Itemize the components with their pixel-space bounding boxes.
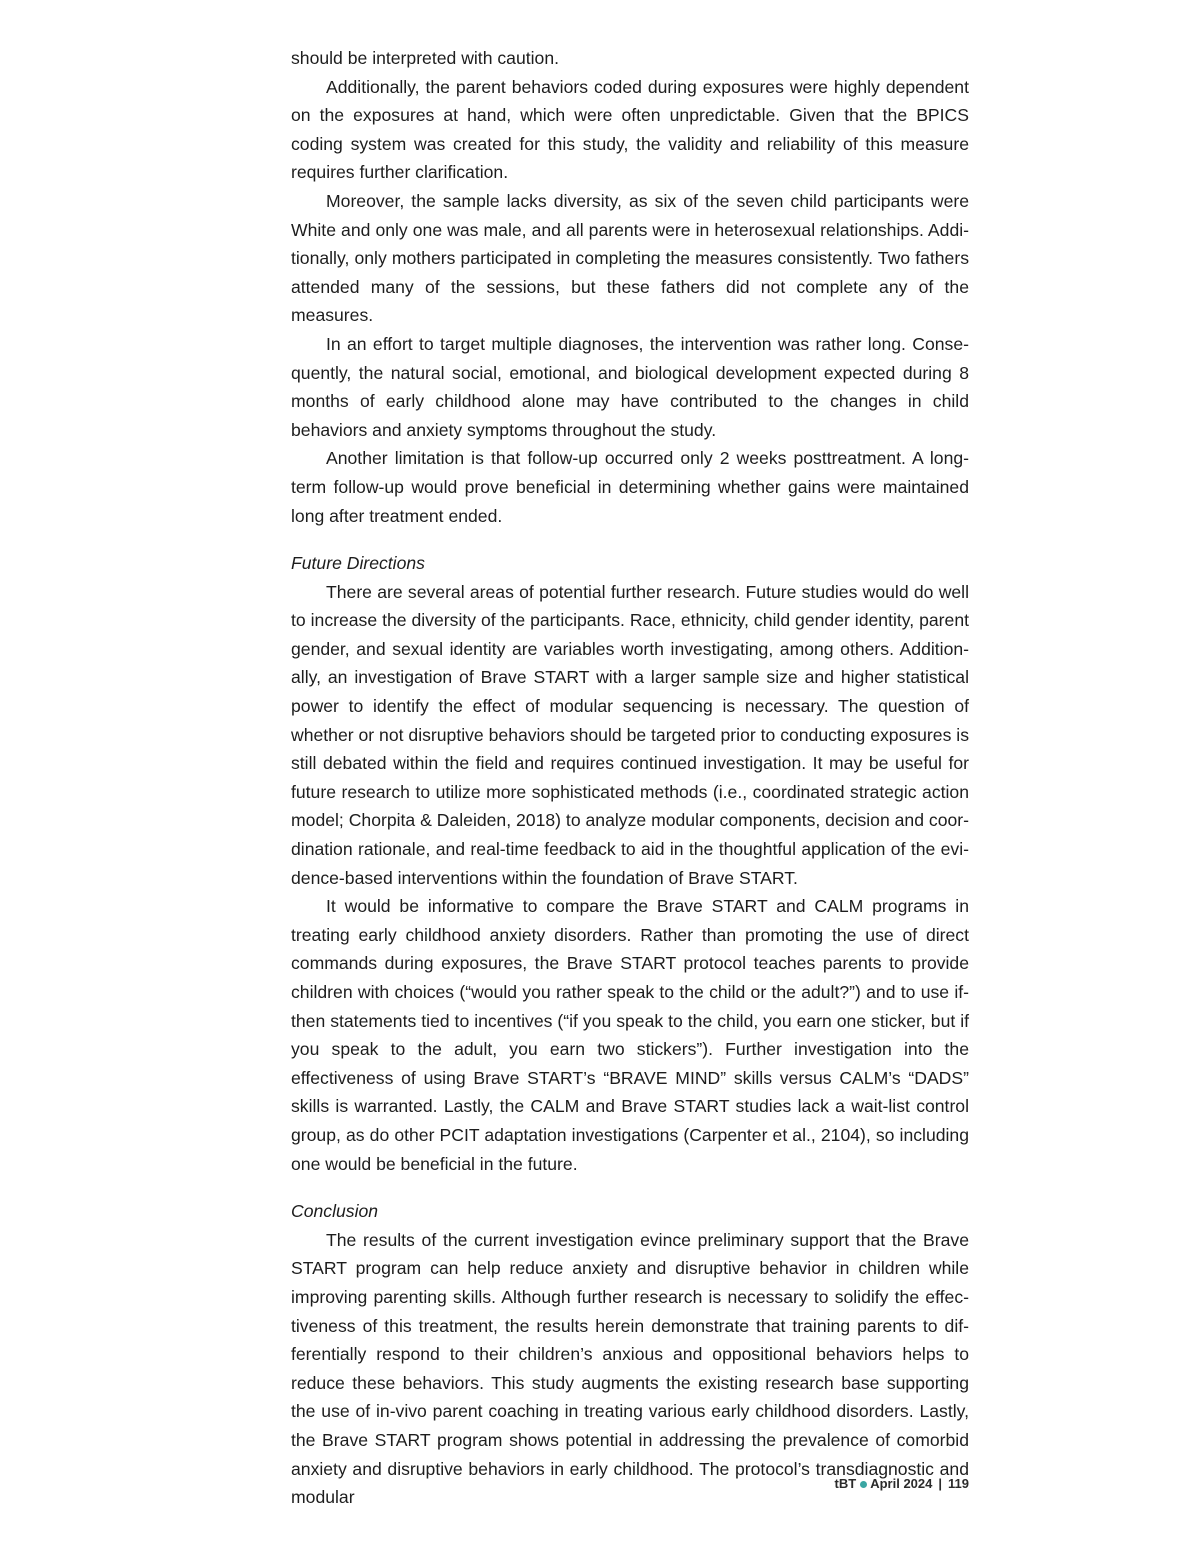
paragraph-follow-up: Another limitation is that follow-up occurred only 2 weeks posttreatment. A long-term follow-up would prove beneficial in determining whether gains were maintained long after treatment ended. — [291, 448, 969, 526]
paragraph-sample-diversity: Moreover, the sample lacks diversity, as six of the seven child participants were White and only one was male, and all parents were in heterosexual relationships. Additionally, only mothers participated in completing the measures consistently. Two fathers attended many of the sessions, but these fathers did not complete any of the measures. — [291, 190, 969, 326]
section-heading-future-directions: Future Directions — [291, 553, 425, 574]
journal-name: tBT — [834, 1476, 857, 1491]
bullet-dot-icon — [860, 1481, 867, 1488]
page-number: 119 — [948, 1476, 969, 1491]
page-footer — [835, 1476, 969, 1491]
article-body — [291, 44, 969, 1512]
paragraph-parent-behaviors: Additionally, the parent behaviors coded during exposures were highly dependent on the exposures at hand, which were often unpredictable. Given that the BPICS coding system was created for this study, the validity and reliability of this measure requires further clarification. — [291, 76, 969, 183]
paragraph-calm-comparison: It would be informative to compare the Brave START and CALM programs in treating early childhood anxiety disorders. Rather than promoting the use of direct commands during exposures, the Brave START protocol teaches parents to provide children with choices (“would you rather speak to the child or the adult?”) and to use if-then statements tied to incentives (“if you speak to the child, you earn one sticker, but if you speak to the adult, you earn two stickers”). Further investigation into the effectiveness of using Brave START’s “BRAVE MIND” skills versus CALM’s “DADS” skills is warranted. Lastly, the CALM and Brave START studies lack a wait-list control group, as do other PCIT adaptation investigations (Carpenter et al., 2104), so including one would be beneficial in the future. — [291, 896, 969, 1174]
footer-separator: | — [938, 1476, 943, 1491]
paragraph-future-research: There are several areas of potential further research. Future studies would do well to increase the diversity of the participants. Race, ethnicity, child gender identity, parent gender, and sexual identity are variables worth investigating, among others. Additionally, an investigation of Brave START with a larger sample size and higher statistical power to identify the effect of modular sequencing is necessary. The question of whether or not disruptive behaviors should be targeted prior to conducting exposures is still debated within the field and requires continued investigation. It may be useful for future research to utilize more sophisticated methods (i.e., coordinated strategic action model; Chorpita & Daleiden, 2018) to analyze modular components, decision and coordination rationale, and real-time feedback to aid in the thoughtful application of the evidence-based interventions within the foundation of Brave START. — [291, 581, 969, 888]
paragraph-intervention-length: In an effort to target multiple diagnoses, the intervention was rather long. Consequently, the natural social, emotional, and biological development expected during 8 months of early childhood alone may have contributed to the changes in child behaviors and anxiety symptoms throughout the study. — [291, 333, 969, 440]
issue-date: April 2024 — [870, 1476, 933, 1491]
paragraph-continuation: should be interpreted with caution. — [291, 48, 559, 68]
paragraph-conclusion: The results of the current investigation evince preliminary support that the Brave START program can help reduce anxiety and disruptive behavior in children while improving parenting skills. Although further research is necessary to solidify the effectiveness of this treatment, the results herein demonstrate that training parents to differentially respond to their children’s anxious and oppositional behaviors helps to reduce these behaviors. This study augments the existing research base supporting the use of in-vivo parent coaching in treating various early childhood disorders. Lastly, the Brave START program shows potential in addressing the prevalence of comorbid anxiety and disruptive behaviors in early childhood. The protocol’s transdiagnostic and modular — [291, 1229, 969, 1508]
section-heading-conclusion: Conclusion — [291, 1201, 379, 1222]
